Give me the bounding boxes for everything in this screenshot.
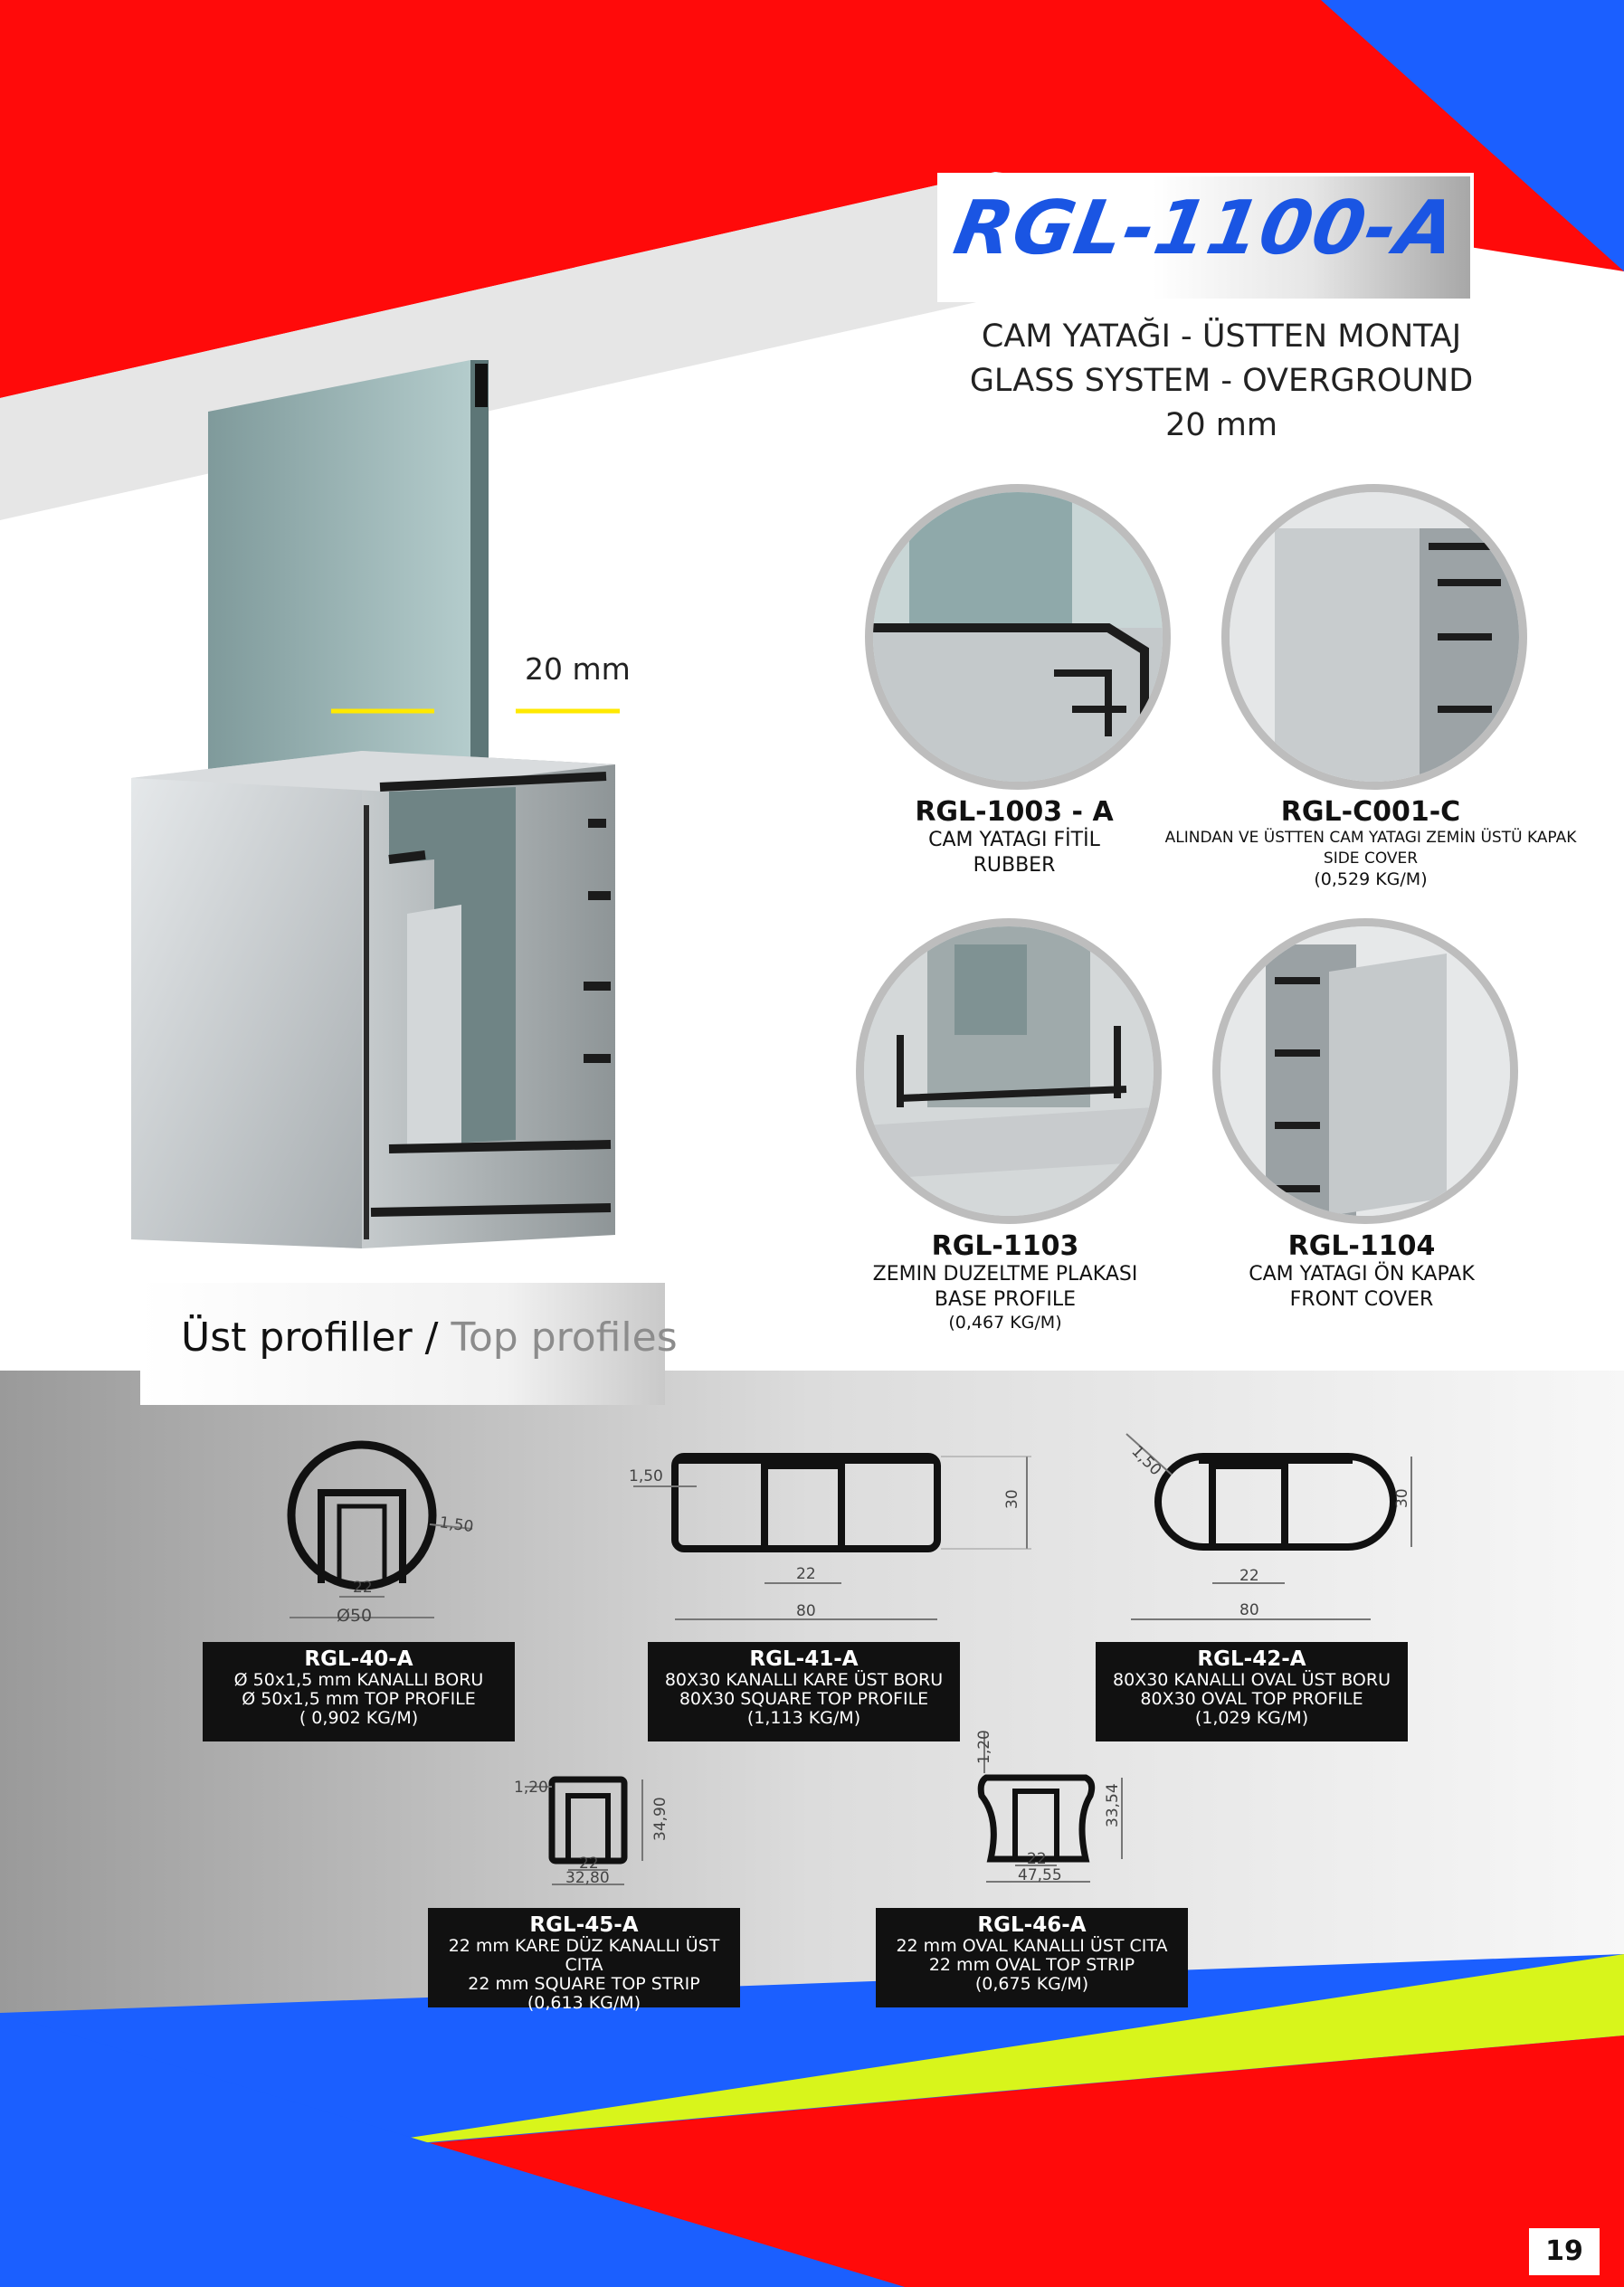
dim-channel: 22 — [353, 1579, 373, 1597]
profile-drawing-rgl-45-a — [507, 1769, 688, 1895]
profile-drawing-rgl-40-a — [271, 1438, 507, 1628]
profile-line: Ø 50x1,5 mm KANALLI BORU — [233, 1670, 484, 1690]
accessory-code: RGL-1104 — [1287, 1230, 1436, 1262]
dim-thickness: 1,50 — [1127, 1442, 1165, 1480]
dim-width: 80 — [1239, 1601, 1259, 1619]
dim-diameter: Ø50 — [337, 1606, 373, 1626]
subtitle-thickness: 20 mm — [1165, 407, 1277, 443]
profile-line: 22 mm SQUARE TOP STRIP — [468, 1974, 700, 1994]
glass-thickness-label: 20 mm — [525, 651, 631, 687]
profile-weight: ( 0,902 KG/M) — [299, 1708, 419, 1728]
dim-channel: 22 — [1027, 1850, 1047, 1868]
profile-label-rgl-46-a — [876, 1908, 1188, 2007]
profile-weight: (0,675 KG/M) — [974, 1974, 1089, 1994]
subtitle-tr: CAM YATAĞI - ÜSTTEN MONTAJ — [981, 318, 1462, 355]
heading-tr: Üst profiller — [181, 1314, 413, 1361]
accessory-line: CAM YATAGI ÖN KAPAK — [1249, 1263, 1475, 1286]
dim-height: 33,54 — [1104, 1783, 1122, 1827]
accessory-line: ALINDAN VE ÜSTTEN CAM YATAGI ZEMİN ÜSTÜ KAPAK — [1164, 829, 1577, 847]
profile-line: 22 mm OVAL TOP STRIP — [928, 1955, 1135, 1975]
accessory-code: RGL-1003 - A — [915, 796, 1114, 828]
profile-line: 22 mm OVAL KANALLI ÜST CITA — [896, 1936, 1168, 1956]
accessory-image-base-profile — [856, 918, 1162, 1224]
dim-width: 32,80 — [565, 1869, 610, 1887]
accessory-weight: (0,467 KG/M) — [948, 1313, 1062, 1333]
profile-line: 80X30 SQUARE TOP PROFILE — [679, 1689, 929, 1709]
profile-line: 80X30 KANALLI OVAL ÜST BORU — [1113, 1670, 1391, 1690]
accessory-caption-rubber — [829, 796, 1200, 878]
profile-weight: (1,113 KG/M) — [746, 1708, 861, 1728]
accessory-line: CAM YATAGI FİTİL — [928, 829, 1100, 851]
profile-drawing-rgl-42-a — [1099, 1425, 1443, 1628]
dim-height: 30 — [1003, 1489, 1021, 1509]
accessory-line: SIDE COVER — [1323, 849, 1419, 868]
accessory-line: BASE PROFILE — [934, 1288, 1077, 1311]
accessory-image-rubber — [865, 484, 1171, 790]
accessory-line: RUBBER — [973, 854, 1056, 877]
dim-width: 80 — [796, 1602, 816, 1620]
dim-thickness: 1,20 — [514, 1779, 548, 1797]
accessory-code: RGL-C001-C — [1280, 796, 1461, 828]
profile-line: 80X30 OVAL TOP PROFILE — [1140, 1689, 1363, 1709]
dim-height: 34,90 — [651, 1797, 670, 1841]
dim-thickness: 1,20 — [975, 1730, 993, 1764]
profile-weight: (1,029 KG/M) — [1194, 1708, 1309, 1728]
dim-thickness: 1,50 — [438, 1514, 475, 1537]
heading-separator: / — [412, 1314, 451, 1361]
accessory-weight: (0,529 KG/M) — [1314, 869, 1428, 889]
glass-system-illustration — [118, 353, 660, 1267]
profile-label-rgl-40-a — [203, 1642, 515, 1741]
accessory-line: FRONT COVER — [1289, 1288, 1434, 1311]
accessory-image-side-cover — [1221, 484, 1527, 790]
profile-drawing-rgl-41-a — [615, 1438, 1031, 1628]
dim-channel: 22 — [796, 1565, 816, 1583]
profile-line: Ø 50x1,5 mm TOP PROFILE — [242, 1689, 476, 1709]
accessory-image-front-cover — [1212, 918, 1518, 1224]
profile-code: RGL-41-A — [749, 1647, 859, 1671]
accessory-caption-front-cover — [1176, 1230, 1547, 1313]
top-profiles-heading — [181, 1314, 678, 1361]
profile-code: RGL-42-A — [1197, 1647, 1306, 1671]
profile-label-rgl-41-a — [648, 1642, 960, 1741]
heading-en: Top profiles — [451, 1314, 678, 1361]
accessory-code: RGL-1103 — [931, 1230, 1079, 1262]
dim-thickness: 1,50 — [629, 1467, 663, 1485]
profile-label-rgl-42-a — [1096, 1642, 1408, 1741]
profile-code: RGL-46-A — [977, 1913, 1087, 1937]
accessory-caption-base-profile — [820, 1230, 1191, 1333]
profile-code: RGL-45-A — [529, 1913, 639, 1937]
subtitle-en: GLASS SYSTEM - OVERGROUND — [969, 363, 1474, 399]
page-number: 19 — [1529, 2228, 1600, 2275]
accessory-line: ZEMIN DUZELTME PLAKASI — [872, 1263, 1138, 1286]
profile-drawing-rgl-46-a — [959, 1728, 1167, 1891]
profile-line: 22 mm KARE DÜZ KANALLI ÜST CITA — [448, 1936, 720, 1975]
profile-code: RGL-40-A — [304, 1647, 413, 1671]
dim-channel: 22 — [579, 1855, 599, 1873]
dim-height: 30 — [1393, 1488, 1411, 1508]
profile-line: 80X30 KANALLI KARE ÜST BORU — [664, 1670, 944, 1690]
profile-label-rgl-45-a — [428, 1908, 740, 2013]
accessory-caption-side-cover — [1149, 796, 1592, 890]
profile-weight: (0,613 KG/M) — [527, 1993, 641, 2013]
product-title: RGL-1100-A — [947, 185, 1464, 271]
dim-channel: 22 — [1239, 1567, 1259, 1585]
dim-width: 47,55 — [1018, 1866, 1062, 1884]
